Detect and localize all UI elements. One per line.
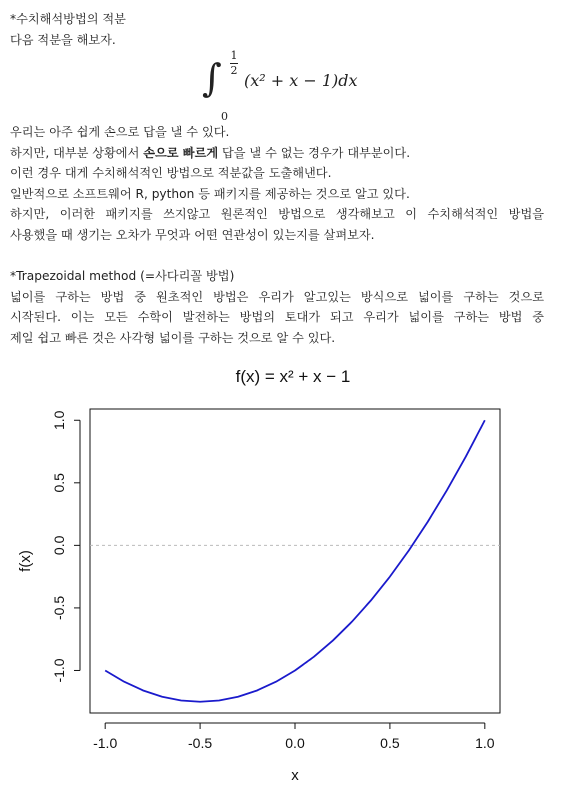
integral-sign: ∫ <box>202 56 222 100</box>
x-tick-label: -1.0 <box>93 735 118 751</box>
paragraph-line: 일반적으로 소프트웨어 R, python 등 패키지를 제공하는 것으로 알고 있다. <box>10 186 410 201</box>
y-tick-label: 0.0 <box>51 535 67 556</box>
x-axis-label: x <box>291 767 299 784</box>
paragraph-line: 이런 경우 대게 수치해석적인 방법으로 적분값을 도출해낸다. <box>10 166 332 180</box>
upper-limit <box>230 50 238 77</box>
y-tick-label: -1.0 <box>51 658 67 683</box>
y-tick-label: -0.5 <box>51 595 67 620</box>
chart-title: f(x) = x² + x − 1 <box>235 367 351 386</box>
y-axis-label: f(x) <box>17 550 34 572</box>
plot-area <box>90 409 500 713</box>
y-tick-label: 1.0 <box>51 410 67 430</box>
x-tick-label: 0.5 <box>380 735 400 751</box>
paragraph-line: 시작된다. 이는 모든 수학이 발전하는 방법의 토대가 되고 우리가 넓이를 구하는 방법 중 <box>10 310 544 324</box>
intro-text: 다음 적분을 해보자. <box>10 32 116 47</box>
document-body <box>10 9 544 348</box>
series-line-0 <box>105 420 485 701</box>
upper-limit-numerator: 1 <box>230 49 238 62</box>
integrand: (x² + x − 1)dx <box>244 71 358 90</box>
integral-formula <box>10 49 544 123</box>
paragraph-line-emphasis <box>10 143 544 164</box>
paragraph-line: 제일 쉽고 빠른 것은 사각형 넓이를 구하는 것으로 알 수 있다. <box>10 330 336 345</box>
paragraph-line: 사용했을 때 생기는 오차가 무엇과 어떤 연관성이 있는지를 살펴보자. <box>10 227 375 242</box>
function-plot <box>0 355 584 795</box>
text-span: 답을 낼 수 없는 경우가 대부분이다. <box>218 145 411 160</box>
plot-svg <box>0 355 584 795</box>
paragraph-line: 넓이를 구하는 방법 중 원초적인 방법은 우리가 알고있는 방식으로 넓이를 구하는 것으로 <box>10 289 544 304</box>
y-tick-label: 0.5 <box>51 473 67 493</box>
x-tick-label: -0.5 <box>188 735 213 751</box>
paragraph-line: 하지만, 이러한 패키지를 쓰지않고 원론적인 방법으로 생각해보고 이 수치해석적인 방법을 <box>10 207 544 221</box>
text-span: 하지만, 대부분 상황에서 <box>10 145 144 160</box>
x-tick-label: 0.0 <box>285 735 305 751</box>
section-heading-numerical-integration: *수치해석방법의 적분 <box>10 12 126 26</box>
upper-limit-denominator: 2 <box>230 64 238 77</box>
paragraph-line: 우리는 아주 쉽게 손으로 답을 낼 수 있다. <box>10 125 230 139</box>
x-tick-label: 1.0 <box>475 735 495 751</box>
lower-limit: 0 <box>221 110 228 123</box>
bold-text: 손으로 빠르게 <box>143 145 219 160</box>
section-heading-trapezoidal: *Trapezoidal method (=사다리꼴 방법) <box>10 269 235 283</box>
